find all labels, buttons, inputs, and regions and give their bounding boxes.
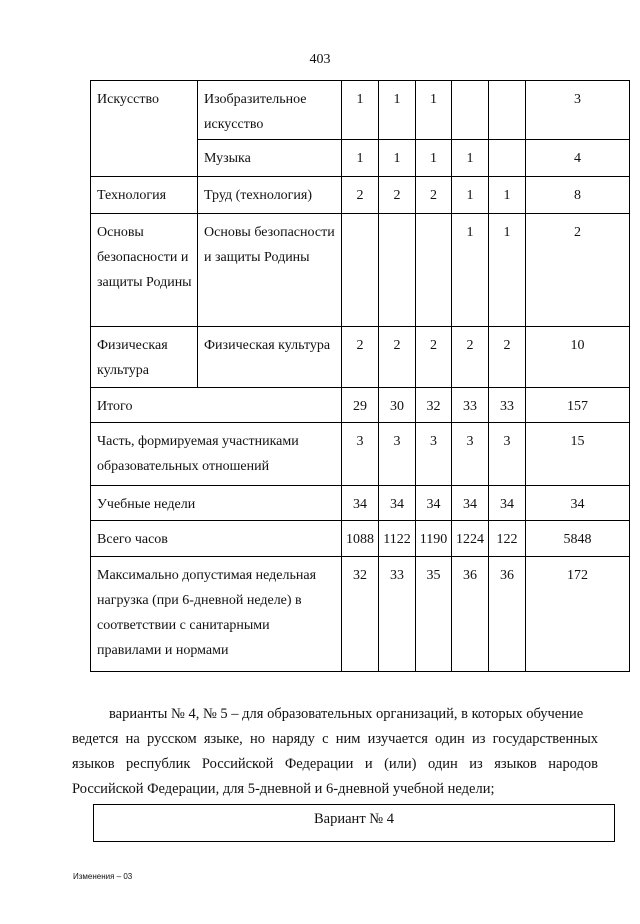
grade-cell: 35 — [416, 557, 452, 672]
grade-cell: 2 — [342, 177, 379, 214]
grade-cell: 34 — [342, 486, 379, 521]
grade-cell: 34 — [379, 486, 416, 521]
grade-cell — [452, 81, 489, 140]
total-cell: 8 — [526, 177, 630, 214]
grade-cell: 1122 — [379, 521, 416, 557]
grade-cell: 32 — [416, 388, 452, 423]
total-cell: 4 — [526, 140, 630, 177]
summary-label-cell: Часть, формируемая участниками образовательных отношений — [91, 423, 342, 486]
grade-cell: 2 — [379, 177, 416, 214]
grade-cell: 1224 — [452, 521, 489, 557]
grade-cell: 2 — [489, 327, 526, 388]
total-cell: 34 — [526, 486, 630, 521]
grade-cell: 1 — [452, 177, 489, 214]
grade-cell — [416, 214, 452, 327]
total-cell: 10 — [526, 327, 630, 388]
curriculum-table — [90, 80, 630, 672]
grade-cell: 1 — [489, 214, 526, 327]
table-row-physical-education — [91, 327, 630, 388]
grade-cell: 30 — [379, 388, 416, 423]
table-row-art — [91, 81, 630, 140]
page-number: 403 — [309, 52, 331, 67]
paragraph-first-line: варианты № 4, № 5 – для образовательных организаций, в которых обучение — [109, 706, 584, 722]
grade-cell: 1 — [379, 81, 416, 140]
total-cell: 157 — [526, 388, 630, 423]
grade-cell: 1 — [416, 81, 452, 140]
summary-label-cell: Всего часов — [91, 521, 342, 557]
table-row-study-weeks — [91, 486, 630, 521]
summary-label-cell: Итого — [91, 388, 342, 423]
total-cell: 172 — [526, 557, 630, 672]
summary-label-cell: Учебные недели — [91, 486, 342, 521]
subject-area-cell: Технология — [91, 177, 198, 214]
grade-cell: 2 — [416, 327, 452, 388]
grade-cell: 1088 — [342, 521, 379, 557]
footer-revision-note: Изменения – 03 — [73, 872, 133, 881]
subject-cell: Музыка — [198, 140, 342, 177]
grade-cell: 3 — [489, 423, 526, 486]
total-cell: 5848 — [526, 521, 630, 557]
grade-cell: 2 — [379, 327, 416, 388]
subject-area-cell: Физическая культура — [91, 327, 198, 388]
subject-area-cell: Искусство — [91, 81, 198, 177]
grade-cell: 36 — [452, 557, 489, 672]
grade-cell: 1 — [452, 140, 489, 177]
table-row-max-load — [91, 557, 630, 672]
grade-cell: 2 — [452, 327, 489, 388]
grade-cell: 1 — [342, 140, 379, 177]
grade-cell: 2 — [342, 327, 379, 388]
grade-cell: 29 — [342, 388, 379, 423]
grade-cell — [489, 140, 526, 177]
grade-cell: 1 — [379, 140, 416, 177]
variant-heading-box: Вариант № 4 — [93, 804, 615, 842]
table-row-technology — [91, 177, 630, 214]
grade-cell: 1190 — [416, 521, 452, 557]
grade-cell — [379, 214, 416, 327]
grade-cell: 3 — [416, 423, 452, 486]
grade-cell: 122 — [489, 521, 526, 557]
grade-cell: 1 — [489, 177, 526, 214]
subject-cell: Изобразительное искусство — [198, 81, 342, 140]
subject-cell: Труд (технология) — [198, 177, 342, 214]
table-row-participants-part — [91, 423, 630, 486]
grade-cell: 34 — [489, 486, 526, 521]
grade-cell: 2 — [416, 177, 452, 214]
table-row-safety — [91, 214, 630, 327]
grade-cell: 34 — [452, 486, 489, 521]
grade-cell: 33 — [452, 388, 489, 423]
grade-cell: 3 — [342, 423, 379, 486]
total-cell: 3 — [526, 81, 630, 140]
subject-cell: Физическая культура — [198, 327, 342, 388]
table-row-total-hours — [91, 521, 630, 557]
summary-label-cell: Максимально допустимая недельная нагрузка (при 6-дневной неделе) в соответствии с санитарными правилами и нормами — [91, 557, 342, 672]
grade-cell: 1 — [416, 140, 452, 177]
table-row-total — [91, 388, 630, 423]
body-paragraph — [72, 702, 598, 802]
total-cell: 15 — [526, 423, 630, 486]
grade-cell: 1 — [452, 214, 489, 327]
grade-cell: 32 — [342, 557, 379, 672]
grade-cell: 36 — [489, 557, 526, 672]
grade-cell: 1 — [342, 81, 379, 140]
grade-cell: 33 — [489, 388, 526, 423]
grade-cell — [342, 214, 379, 327]
paragraph-continuation: ведется на русском языке, но наряду с ним изучается один из государственных языков республик Российской Федерации и (или) один из языков народов Российской Федерации, для 5-дневной и 6-дневной учебной недели; — [72, 731, 598, 797]
grade-cell: 3 — [379, 423, 416, 486]
subject-cell: Основы безопасности и защиты Родины — [198, 214, 342, 327]
subject-area-cell: Основы безопасности и защиты Родины — [91, 214, 198, 327]
grade-cell: 33 — [379, 557, 416, 672]
grade-cell: 34 — [416, 486, 452, 521]
total-cell: 2 — [526, 214, 630, 327]
grade-cell: 3 — [452, 423, 489, 486]
grade-cell — [489, 81, 526, 140]
